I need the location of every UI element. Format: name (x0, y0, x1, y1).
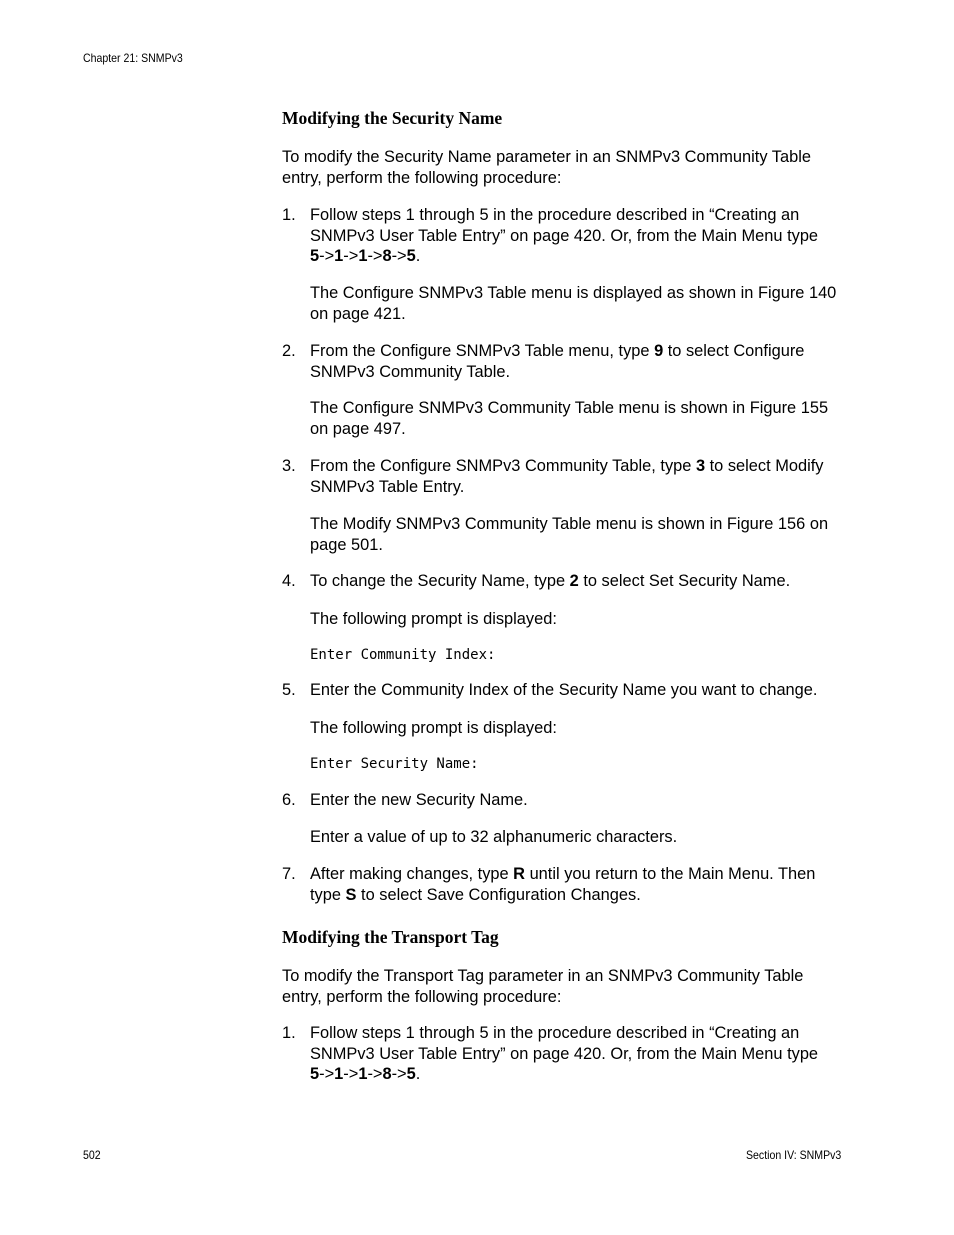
key: 5 (406, 1065, 416, 1083)
code-prompt: Enter Community Index: (310, 647, 496, 663)
section-intro: To modify the Security Name parameter in an SNMPv3 Community Table entry, perform the following procedure: (282, 148, 811, 187)
key-sep: -> (319, 1065, 335, 1083)
key: 2 (569, 572, 579, 590)
step-text (310, 456, 850, 497)
step-text (310, 864, 850, 905)
key: 5 (310, 1065, 320, 1083)
step-note: Enter a value of up to 32 alphanumeric characters. (310, 828, 678, 846)
step-number: 7. (282, 865, 296, 883)
section-heading-security-name: Modifying the Security Name (282, 108, 503, 128)
key: 8 (382, 1065, 392, 1083)
key-sep: -> (367, 1065, 383, 1083)
step-number: 5. (282, 681, 296, 699)
page-number: 502 (83, 1148, 101, 1162)
step-text-part: to select Set Security Name. (578, 572, 791, 590)
key: 1 (358, 247, 368, 265)
key-sep: -> (391, 247, 407, 265)
step-text-part: After making changes, type (310, 865, 514, 883)
running-footer: Section IV: SNMPv3 (745, 1148, 841, 1162)
key-sep: -> (367, 247, 383, 265)
key: S (345, 885, 357, 904)
key-end: . (415, 1065, 421, 1083)
step-text (310, 1023, 850, 1085)
key: 5 (406, 247, 416, 265)
key-sep: -> (343, 1065, 359, 1083)
step-number: 4. (282, 572, 296, 590)
key: R (513, 865, 526, 883)
step-number: 2. (282, 342, 296, 360)
step-text-part: From the Configure SNMPv3 Table menu, type (310, 342, 655, 360)
key-sep: -> (391, 1065, 407, 1083)
key-end: . (415, 247, 421, 265)
key: 1 (334, 1065, 344, 1083)
step-note: The Configure SNMPv3 Table menu is displayed as shown in Figure 140 on page 421. (310, 284, 837, 323)
step-instruction: Follow steps 1 through 5 in the procedure described in “Creating an SNMPv3 User Table Entry” on page 420. Or, from the Main Menu type (310, 1024, 819, 1063)
step-text: Enter the Community Index of the Security Name you want to change. (310, 681, 818, 699)
step-number: 6. (282, 791, 296, 809)
step-text: Enter the new Security Name. (310, 791, 528, 809)
step-number: 1. (282, 206, 296, 224)
section-intro: To modify the Transport Tag parameter in an SNMPv3 Community Table entry, perform the following procedure: (282, 967, 804, 1006)
key: 1 (358, 1065, 368, 1083)
step-note: The following prompt is displayed: (310, 610, 557, 628)
step-text-part: until you return to the Main Menu. Then type (310, 865, 816, 904)
step-text-part: to select Modify SNMPv3 Table Entry. (310, 457, 824, 496)
key: 8 (382, 247, 392, 265)
step-text-part: From the Configure SNMPv3 Community Table, type (310, 457, 696, 475)
section-heading-transport-tag: Modifying the Transport Tag (282, 927, 499, 947)
step-number: 3. (282, 457, 296, 475)
step-text-part: to select Save Configuration Changes. (356, 885, 641, 904)
step-instruction: Follow steps 1 through 5 in the procedure described in “Creating an SNMPv3 User Table Entry” on page 420. Or, from the Main Menu type (310, 206, 819, 245)
key-sep: -> (343, 247, 359, 265)
key: 3 (695, 457, 706, 475)
key: 5 (310, 247, 320, 265)
key: 1 (334, 247, 344, 265)
step-text-part: To change the Security Name, type (310, 572, 570, 590)
step-number: 1. (282, 1024, 296, 1042)
running-header: Chapter 21: SNMPv3 (83, 51, 183, 65)
step-text (310, 341, 850, 382)
step-text (310, 571, 850, 592)
key-sequence (310, 1065, 420, 1083)
step-text (310, 205, 850, 267)
step-note: The Configure SNMPv3 Community Table menu is shown in Figure 155 on page 497. (310, 399, 829, 438)
step-note: The following prompt is displayed: (310, 719, 557, 737)
key-sep: -> (319, 247, 335, 265)
step-text-part: to select Configure SNMPv3 Community Table. (310, 342, 805, 381)
key-sequence (310, 247, 420, 265)
code-prompt: Enter Security Name: (310, 756, 479, 772)
key: 9 (654, 342, 664, 360)
step-note: The Modify SNMPv3 Community Table menu is shown in Figure 156 on page 501. (310, 515, 829, 554)
